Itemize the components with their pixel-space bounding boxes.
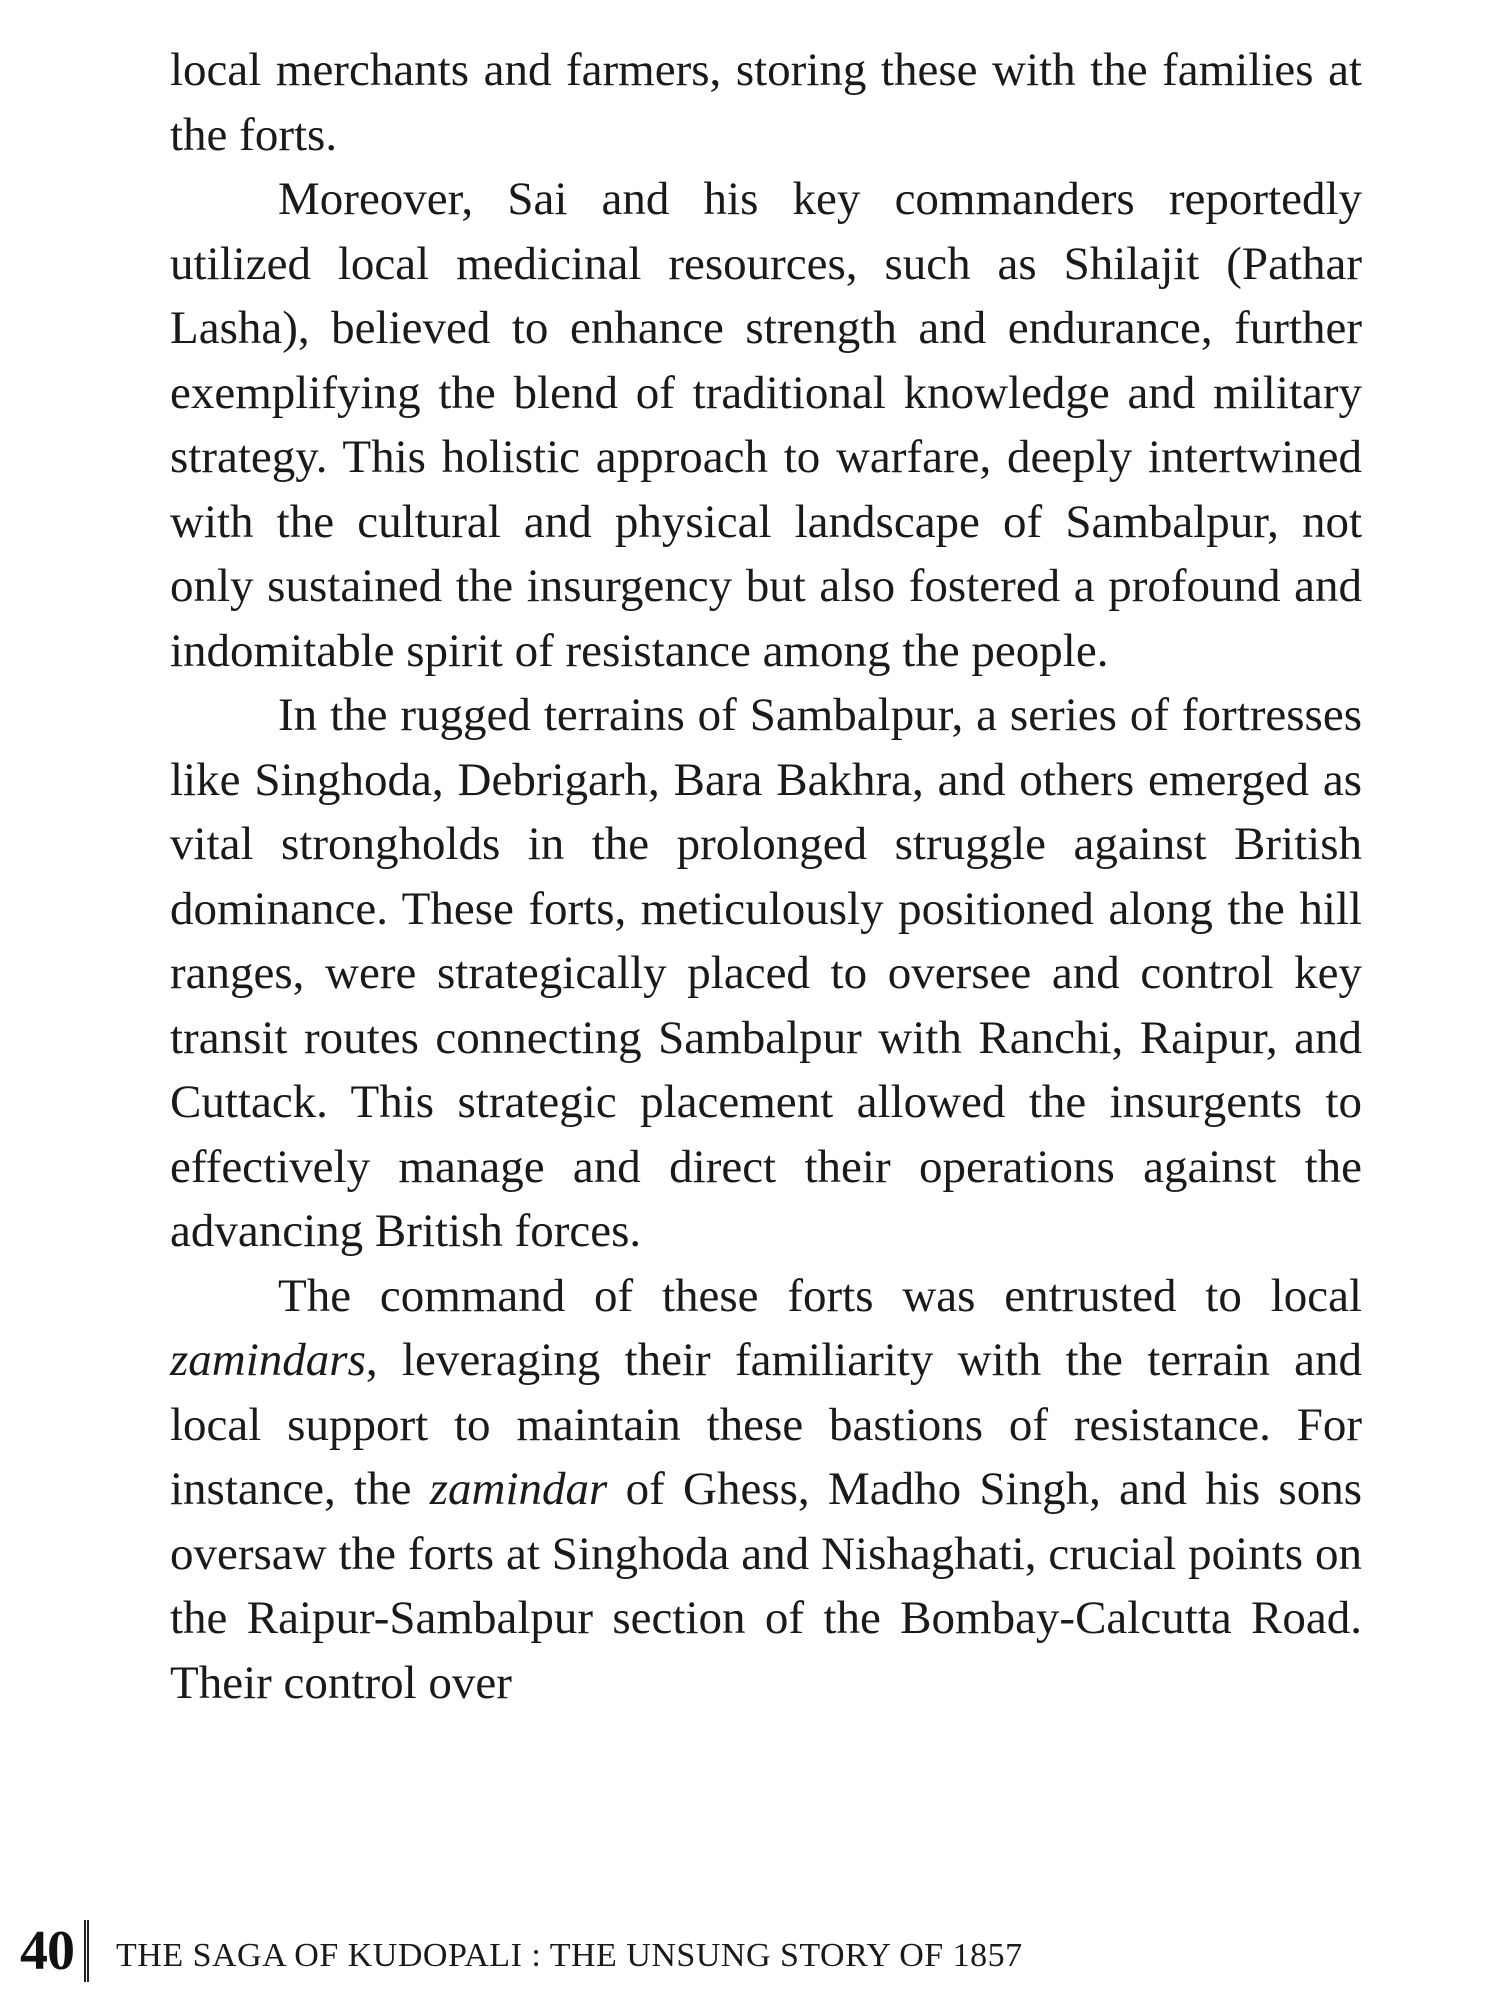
paragraph-2: Moreover, Sai and his key commanders reportedly utilized local medicinal resources, such as Shilajit (Pathar Lasha), believed to enhance strength and endurance, further exemplifying the blend of traditional knowledge and military strategy. This holistic approach to warfare, deeply intertwined with the cultural and physical landscape of Sambalpur, not only sustained the insurgency but also fostered a profound and indomitable spirit of resistance among the people.: [170, 173, 1362, 677]
running-title: THE SAGA OF KUDOPALI : THE UNSUNG STORY OF 1857: [116, 1937, 1023, 1974]
page-footer: [20, 1916, 1023, 1986]
paragraph-4-text: of Ghess, Madho Singh, and his sons oversaw the forts at Singhoda and Nishaghati, crucial points on the Raipur-Sambalpur section of the Bombay-Calcutta Road. Their control over: [170, 1463, 1362, 1709]
paragraph-4-text: , leveraging their familiarity with the terrain and local support to maintain these bastions of resistance. For instance, the: [170, 1334, 1362, 1515]
paragraph-4-text: The command of these forts was entrusted to local: [278, 1269, 1362, 1322]
italic-term: zamindar: [429, 1463, 608, 1515]
paragraph-4: [170, 1264, 1362, 1716]
page-number: 40: [20, 1920, 74, 1982]
italic-term: zamindars: [170, 1334, 366, 1386]
body-text: [170, 38, 1362, 1715]
paragraph-3: In the rugged terrains of Sambalpur, a series of fortresses like Singhoda, Debrigarh, Bara Bakhra, and others emerged as vital strongholds in the prolonged struggle against British dominance. These forts, meticulously positioned along the hill ranges, were strategically placed to oversee and control key transit routes connecting Sambalpur with Ranchi, Raipur, and Cuttack. This strategic placement allowed the insurgents to effectively manage and direct their operations against the advancing British forces.: [170, 689, 1362, 1257]
footer-divider: [84, 1920, 90, 1982]
paragraph-1: local merchants and farmers, storing these with the families at the forts.: [170, 44, 1362, 161]
